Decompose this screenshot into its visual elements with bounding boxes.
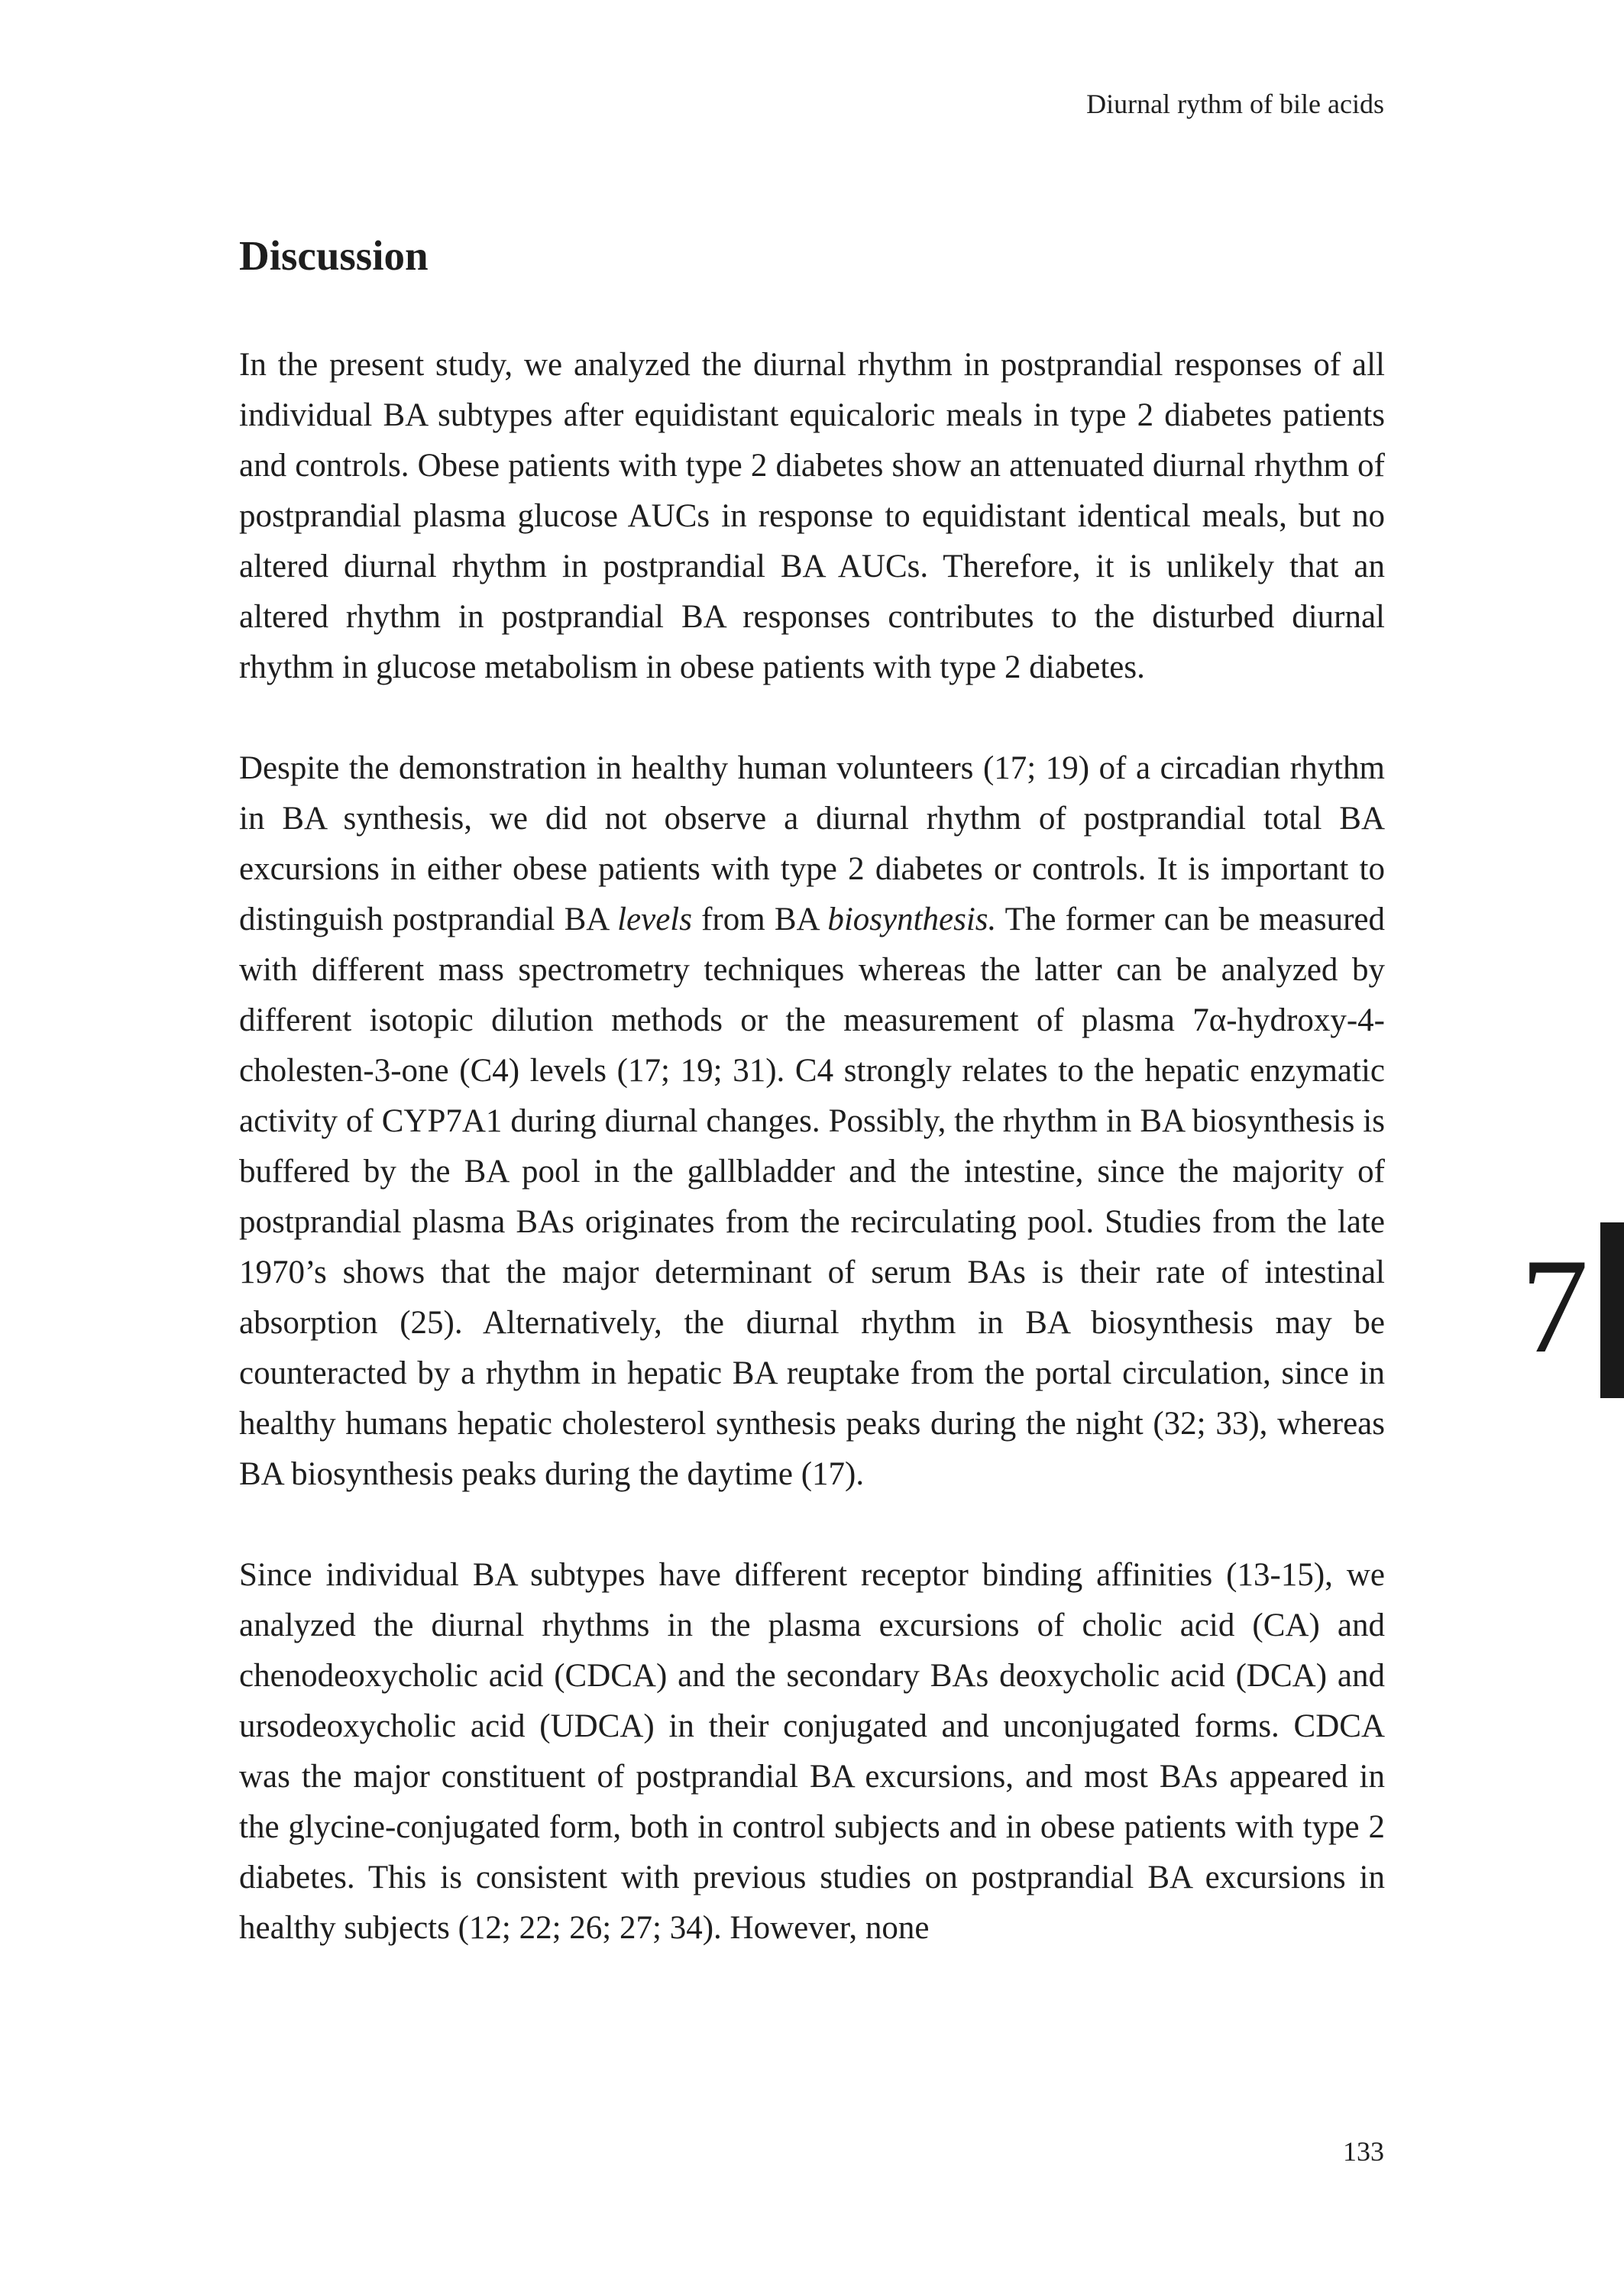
- section-title: Discussion: [239, 232, 429, 279]
- chapter-tab-bar: [1600, 1222, 1624, 1398]
- paragraph-3: Since individual BA subtypes have different receptor binding affinities (13-15), we analyzed the diurnal rhythms in the plasma excursions of cholic acid (CA) and chenodeoxycholic acid (CDCA) and the secondary BAs deoxycholic acid (DCA) and ursodeoxycholic acid (UDCA) in their conjugated and unconjugated forms. CDCA was the major constituent of postprandial BA excursions, and most BAs appeared in the glycine-conjugated form, both in control subjects and in obese patients with type 2 diabetes. This is consistent with previous studies on postprandial BA excursions in healthy subjects (12; 22; 26; 27; 34). However, none: [239, 1557, 1385, 1946]
- emphasis-biosynthesis: biosynthesis.: [827, 902, 997, 937]
- page-number: 133: [1343, 2136, 1384, 2167]
- paragraph-2-text-a: Despite the demonstration in healthy human volunteers (17; 19) of a circadian rhythm in BA synthesis, we did not observe a diurnal rhythm of postprandial total BA excursions in either obese patients with type 2 diabetes or controls. It is important to distinguish postprandial BA: [239, 750, 1385, 937]
- paragraph-2-text-b: from BA: [691, 902, 828, 937]
- emphasis-levels: levels: [617, 902, 692, 937]
- paragraph-2-text-c: The former can be measured with different mass spectrometry techniques whereas the latter can be analyzed by different isotopic dilution methods or the measurement of plasma 7α-hydroxy-4-cholesten-3-one (C4) levels (17; 19; 31). C4 strongly relates to the hepatic enzymatic activity of CYP7A1 during diurnal changes. Possibly, the rhythm in BA biosynthesis is buffered by the BA pool in the gallbladder and the intestine, since the majority of postprandial plasma BAs originates from the recirculating pool. Studies from the late 1970’s shows that the major determinant of serum BAs is their rate of intestinal absorption (25). Alternatively, the diurnal rhythm in BA biosynthesis may be counteracted by a rhythm in hepatic BA reuptake from the portal circulation, since in healthy humans hepatic cholesterol synthesis peaks during the night (32; 33), whereas BA biosynthesis peaks during the daytime (17).: [239, 902, 1386, 1492]
- body-text: [239, 340, 1385, 2004]
- chapter-number: 7: [1520, 1230, 1589, 1381]
- paragraph-2: [239, 743, 1385, 1500]
- paragraph-1: In the present study, we analyzed the diurnal rhythm in postprandial responses of all individual BA subtypes after equidistant equicaloric meals in type 2 diabetes patients and controls. Obese patients with type 2 diabetes show an attenuated diurnal rhythm of postprandial plasma glucose AUCs in response to equidistant identical meals, but no altered diurnal rhythm in postprandial BA AUCs. Therefore, it is unlikely that an altered rhythm in postprandial BA responses contributes to the disturbed diurnal rhythm in glucose metabolism in obese patients with type 2 diabetes.: [239, 347, 1385, 685]
- running-header: Diurnal rythm of bile acids: [1086, 89, 1384, 119]
